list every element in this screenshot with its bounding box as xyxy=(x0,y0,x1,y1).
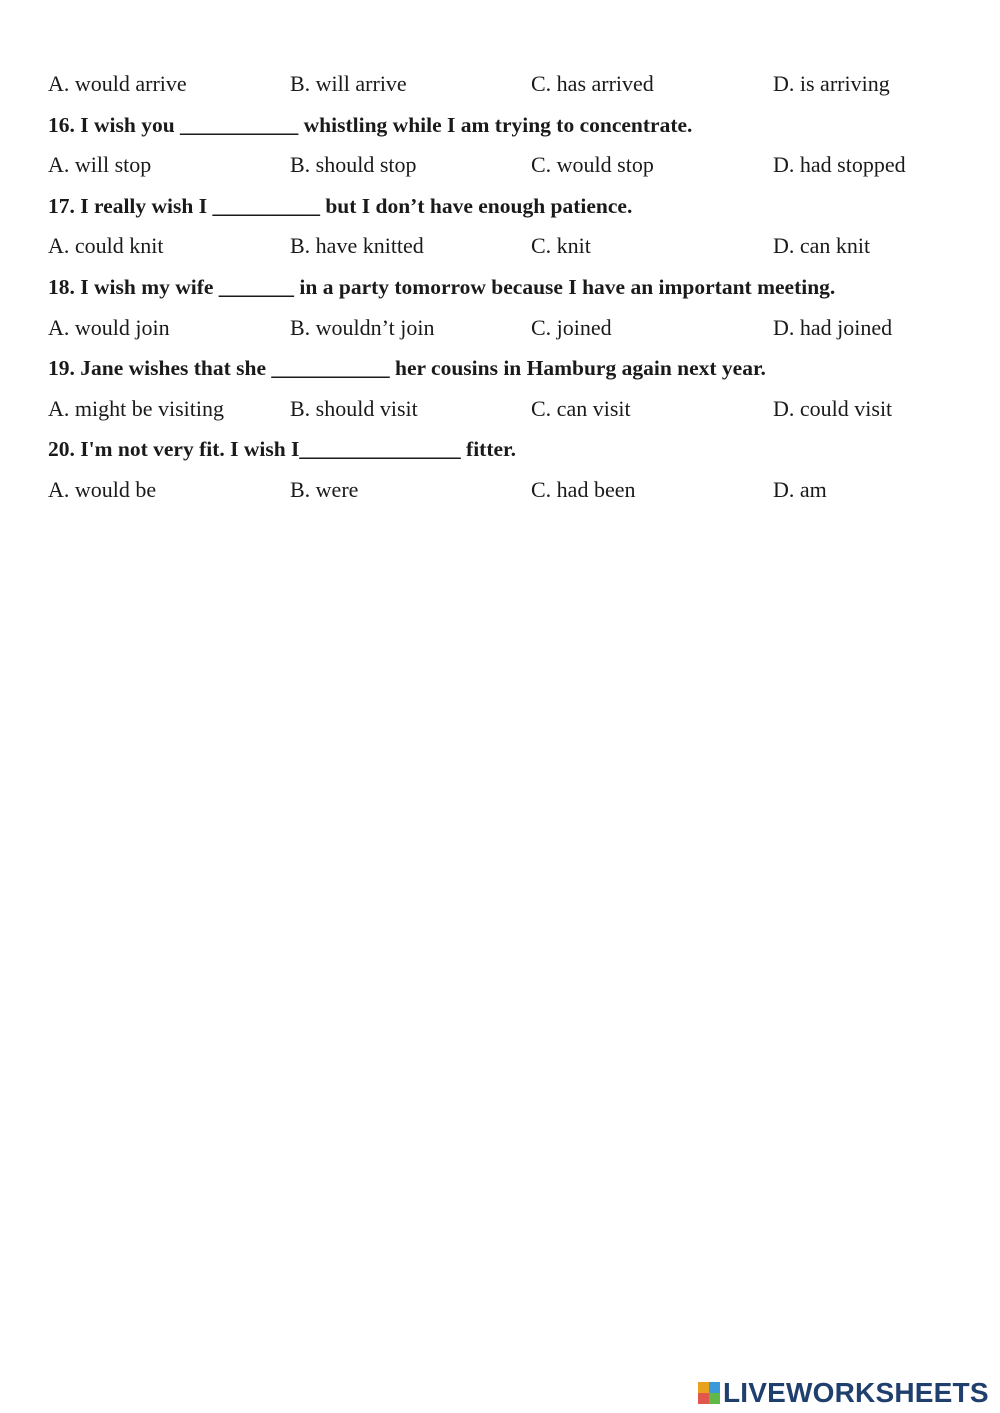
option-b: B. were xyxy=(290,476,359,502)
liveworksheets-logo xyxy=(698,1378,989,1408)
option-c: C. has arrived xyxy=(531,71,654,96)
question-17: 17. I really wish I __________ but I don’t have enough patience. xyxy=(48,193,633,218)
logo-text: LIVEWORKSHEETS xyxy=(723,1377,989,1408)
option-c: C. would stop xyxy=(531,152,654,178)
logo-mark-cell xyxy=(698,1393,709,1404)
option-b: B. wouldn’t join xyxy=(290,314,435,340)
option-c: C. can visit xyxy=(531,395,631,421)
option-d: D. had joined xyxy=(773,314,893,340)
option-d: D. is arriving xyxy=(773,71,890,96)
question-18: 18. I wish my wife _______ in a party tomorrow because I have an important meeting. xyxy=(48,274,836,299)
logo-mark-cell xyxy=(709,1393,720,1404)
answer-options-q17 xyxy=(48,226,948,267)
worksheet xyxy=(48,64,948,511)
answer-options-q16 xyxy=(48,145,948,186)
answer-options-q20 xyxy=(48,470,948,511)
option-b: B. should stop xyxy=(290,152,417,178)
option-a: A. would arrive xyxy=(48,71,187,96)
question-20: 20. I'm not very fit. I wish I_______________ fitter. xyxy=(48,437,516,462)
option-a: A. would be xyxy=(48,476,157,502)
answer-options-q18 xyxy=(48,308,948,349)
logo-mark-cell xyxy=(698,1382,709,1393)
question-19: 19. Jane wishes that she ___________ her cousins in Hamburg again next year. xyxy=(48,356,766,381)
option-a: A. could knit xyxy=(48,233,164,259)
option-d: D. could visit xyxy=(773,395,893,421)
option-d: D. had stopped xyxy=(773,152,906,178)
option-a: A. would join xyxy=(48,314,170,340)
option-b: B. will arrive xyxy=(290,71,407,96)
option-c: C. had been xyxy=(531,476,636,502)
option-a: A. will stop xyxy=(48,152,152,178)
answer-options-q15 xyxy=(48,64,948,105)
logo-mark-cell xyxy=(709,1382,720,1393)
option-d: D. am xyxy=(773,476,827,502)
option-c: C. joined xyxy=(531,314,612,340)
logo-mark-icon xyxy=(698,1382,720,1404)
option-d: D. can knit xyxy=(773,233,871,259)
question-16: 16. I wish you ___________ whistling while I am trying to concentrate. xyxy=(48,112,693,137)
option-b: B. should visit xyxy=(290,395,418,421)
option-c: C. knit xyxy=(531,233,591,259)
answer-options-q19 xyxy=(48,389,948,430)
option-b: B. have knitted xyxy=(290,233,424,259)
option-a: A. might be visiting xyxy=(48,395,224,421)
